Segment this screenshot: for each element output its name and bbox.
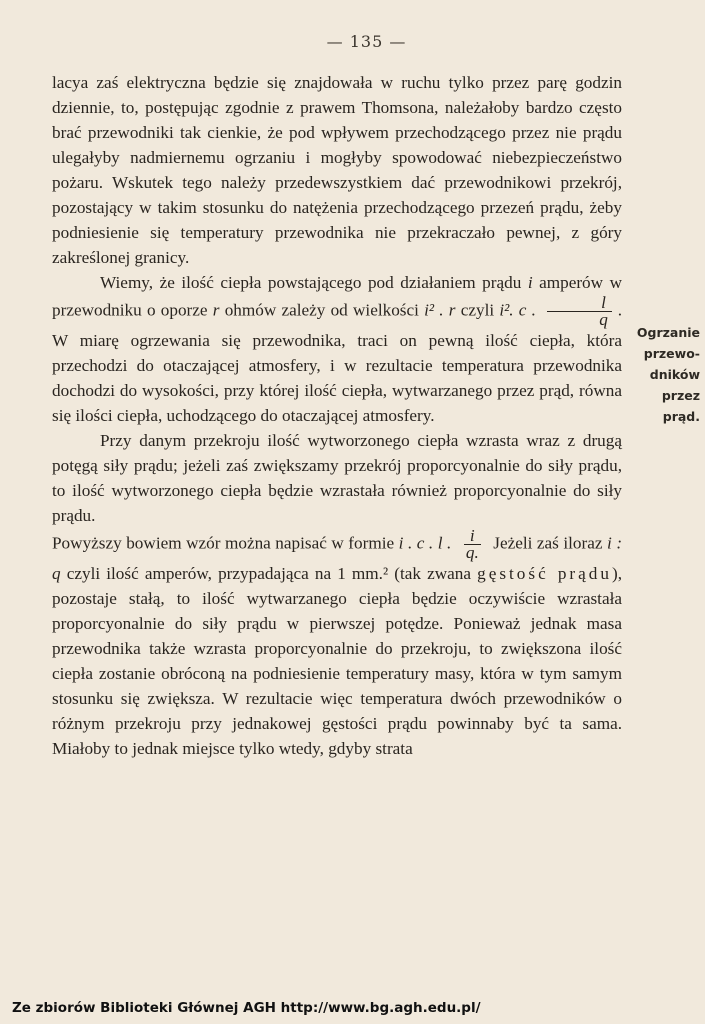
p2-frac-den: q <box>599 310 608 329</box>
p4-ratio: i : q <box>52 533 623 583</box>
paragraph-1: lacya zaś elektryczna będzie się znajdowała w ruchu tylko przez parę godzin dziennie, to, postępując zgodnie z prawem Thomsona, należałoby bardzo często brać przewodniki tak cienkie, że pod wpływem przechodzącego przez nie prądu ulegałyby nadmiernemu ogrzaniu i mogłyby spowodować niebezpieczeństwo pożaru. Wskutek tego należy przedewszystkiem dać przewodnikowi przekrój, pozostający w takim stosunku do natężenia przechodzącego przezeń prądu, żeby podniesienie się temperatury przewodnika nie przekraczało pewnej, z góry zakreślonej granicy. <box>52 73 622 267</box>
paragraph-2 <box>52 270 622 428</box>
margin-note <box>626 322 700 427</box>
p4-frac-den: q. <box>465 543 479 562</box>
p4-text-3: czyli ilość amperów, przypadająca na 1 mm.² (tak zwana <box>66 564 471 583</box>
p4-frac-num: i <box>464 528 481 545</box>
p2-var-r: r <box>212 300 220 320</box>
p2-text-3: ohmów zależy od <box>224 300 348 320</box>
paragraph-4 <box>52 528 622 761</box>
p4-text-4: ), pozostaje stałą, to ilość wytwarzanego ciepła będzie oczywiście wzrastała proporcyonalnie do siły prądu w pierwszej potędze. Ponieważ jednak masa przewodnika także wzrasta proporcyonalnie do przekroju, to zwiększona ilość ciepła zostanie obróconą na podniesienie temperatury masy, która w tym samym stosunku się zwiększa. W rezultacie więc temperatura dwóch przewodników o różnym przekroju przy jednakowej gęstości prądu powinnaby być ta sama. Miałoby to jednak miejsce tylko wtedy, gdyby strata <box>52 564 622 758</box>
p4-text-2: Jeżeli zaś iloraz <box>493 533 603 553</box>
margin-note-line: dników <box>649 367 700 382</box>
p2-frac-num: l <box>547 295 612 312</box>
library-footer: Ze zbiorów Biblioteki Głównej AGH http://www.bg.agh.edu.pl/ <box>12 1000 481 1016</box>
p2-formula-a: i² . r <box>424 300 456 320</box>
margin-note-line: przewo- <box>643 346 700 361</box>
p4-text-1: Powyższy bowiem wzór można napisać w formie <box>52 533 395 553</box>
p2-var-i: i <box>527 273 533 292</box>
p2-formula-mid: czyli <box>460 300 495 320</box>
p4-formula: i . c . l . <box>398 533 452 553</box>
p2-formula-prefix: wielkości <box>353 300 419 320</box>
p2-text-4: . W miarę ogrzewania się przewodnika, traci on pewną ilość ciepła, która przechodzi do otaczającej atmosfery, i w rezultacie temperatura przewodnika dochodzi do wysokości, przy której ilość ciepła, wytwarzanego przez prąd, równa się ilości ciepła, uchodzącego do otaczającej atmosfery. <box>52 300 623 425</box>
margin-note-line: prąd. <box>662 409 700 424</box>
p2-text-1: Wiemy, że ilość ciepła powstającego pod działaniem prądu <box>100 273 522 292</box>
p4-spaced-term: gęstość prądu <box>477 564 612 583</box>
p2-formula-b: i². c . <box>499 300 536 320</box>
paragraph-3: Przy danym przekroju ilość wytworzonego ciepła wzrasta wraz z drugą potęgą siły prądu; jeżeli zaś zwiększamy przekrój proporcyonalnie do siły prądu, to ilość wytworzonego ciepła będzie wzrastała również proporcyonalnie do siły prądu. <box>52 431 622 525</box>
p2-text-2: amperów w przewodniku o oporze <box>52 273 622 320</box>
page-number: — 135 — <box>326 32 407 51</box>
margin-note-line: przez <box>661 388 700 403</box>
p2-fraction <box>545 295 614 328</box>
margin-note-line: Ogrzanie <box>636 325 700 340</box>
p4-fraction <box>460 528 485 561</box>
main-text <box>52 70 622 761</box>
